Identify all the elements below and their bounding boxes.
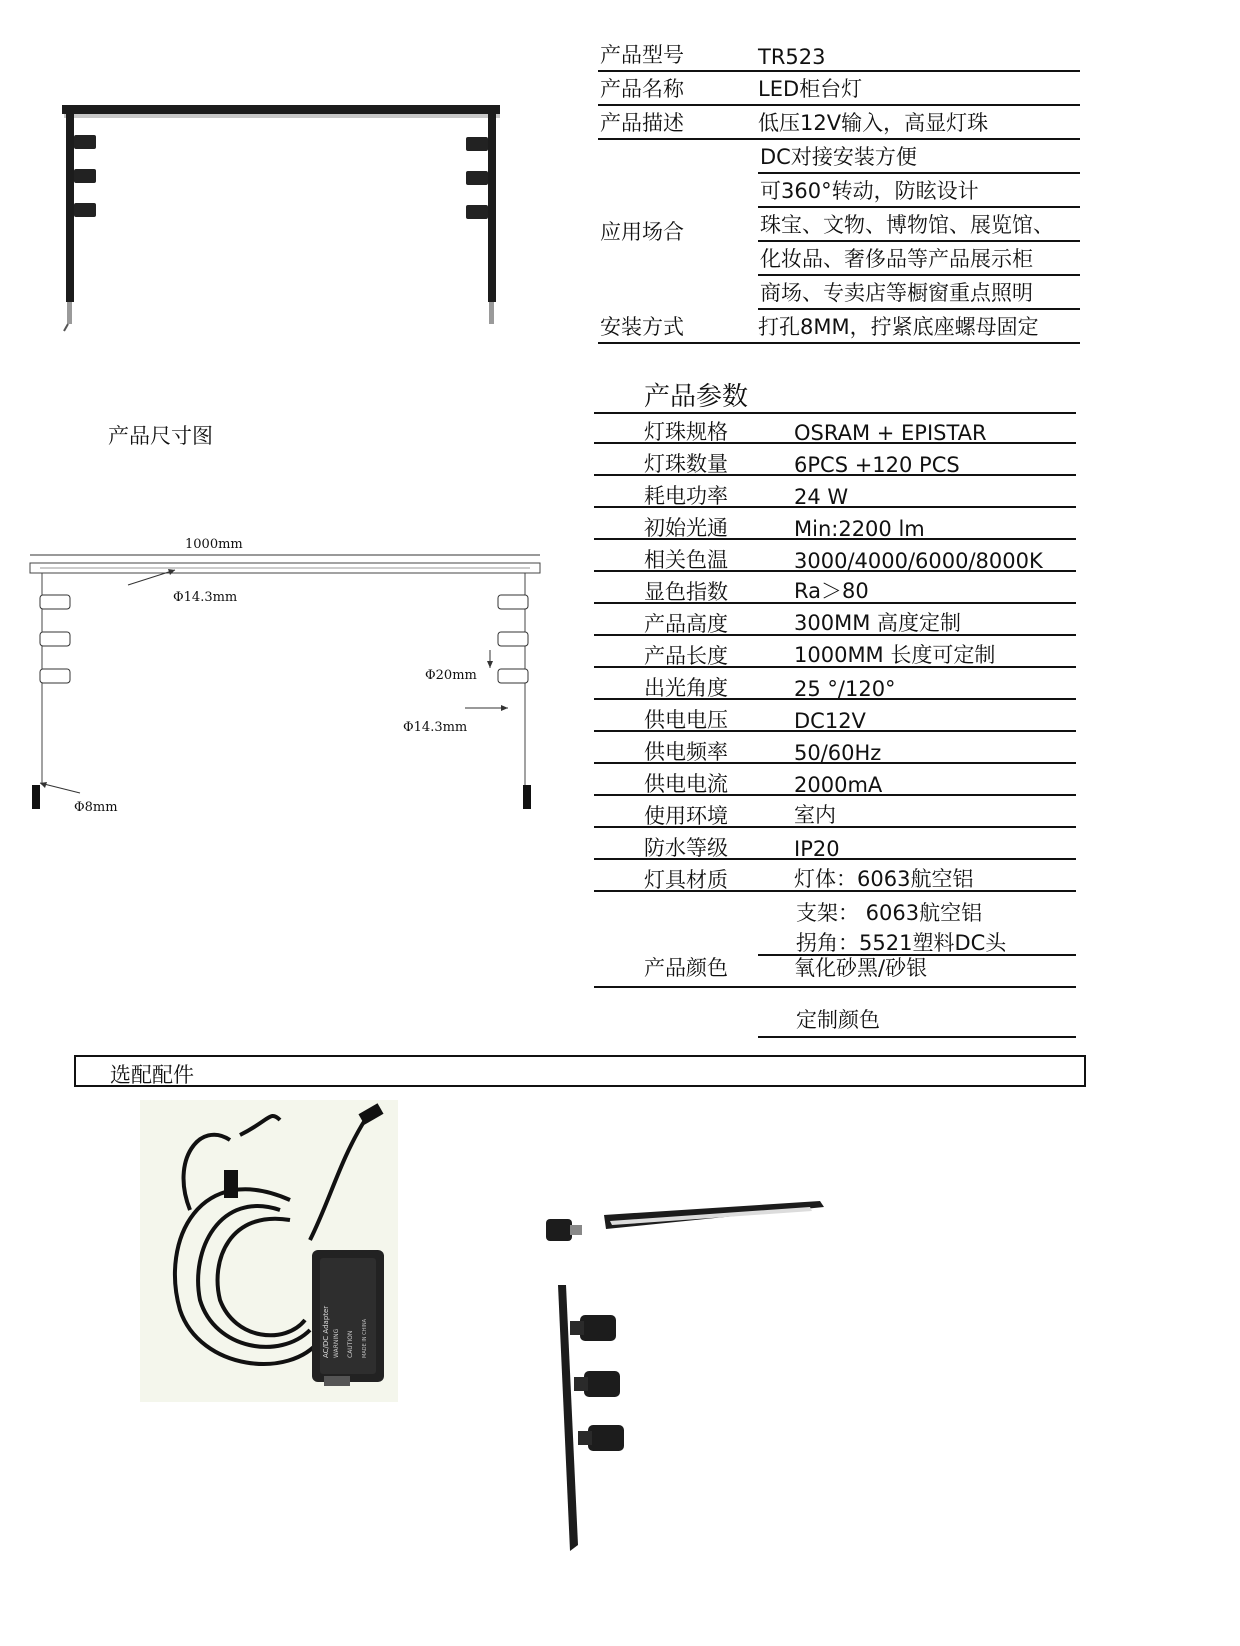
param-label: 防水等级 xyxy=(644,836,728,860)
dimension-pole-dia: Φ14.3mm xyxy=(403,720,468,735)
info-value: DC对接安装方便 xyxy=(760,145,917,169)
param-row xyxy=(594,668,1076,700)
param-value: 3000/4000/6000/8000K xyxy=(794,549,1043,573)
info-row xyxy=(598,310,1080,344)
param-row xyxy=(594,476,1076,508)
param-value: 灯体：6063航空铝 xyxy=(794,867,974,891)
param-row xyxy=(594,956,1076,988)
param-label: 产品长度 xyxy=(644,644,728,668)
adapter-label-3: CAUTION xyxy=(347,1330,354,1358)
param-value: 室内 xyxy=(794,803,836,827)
param-value: 6PCS +120 PCS xyxy=(794,453,960,477)
info-row xyxy=(598,72,1080,106)
param-row xyxy=(594,636,1076,668)
adapter-label-1: AC/DC Adapter xyxy=(322,1305,330,1358)
info-row xyxy=(598,38,1080,72)
param-value: 24 W xyxy=(794,485,849,509)
param-value: 2000mA xyxy=(794,773,883,797)
param-value: Min:2200 lm xyxy=(794,517,925,541)
param-value: 25 °/120° xyxy=(794,677,896,701)
info-value: 可360°转动，防眩设计 xyxy=(760,179,979,203)
info-value: TR523 xyxy=(758,45,826,69)
param-value: Ra＞80 xyxy=(794,579,869,603)
param-label: 产品高度 xyxy=(644,612,728,636)
product-parts-photo xyxy=(540,1195,830,1555)
adapter-label-2: WARNING xyxy=(333,1328,340,1358)
dimension-length: 1000mm xyxy=(185,537,243,552)
param-row xyxy=(594,508,1076,540)
power-adapter-photo xyxy=(140,1100,398,1402)
param-row xyxy=(594,412,1076,444)
info-label: 产品型号 xyxy=(600,43,684,67)
param-value: OSRAM + EPISTAR xyxy=(794,421,987,445)
info-row xyxy=(758,276,1080,310)
param-row xyxy=(594,732,1076,764)
info-row xyxy=(758,174,1080,208)
info-value: 打孔8MM，拧紧底座螺母固定 xyxy=(758,315,1039,339)
info-label: 安装方式 xyxy=(600,315,684,339)
param-value: 定制颜色 xyxy=(796,1008,880,1032)
product-photo xyxy=(50,95,520,335)
info-label: 产品名称 xyxy=(600,77,684,101)
param-value: 300MM 高度定制 xyxy=(794,611,961,635)
dimension-base-dia: Φ8mm xyxy=(74,800,118,815)
param-row xyxy=(594,604,1076,636)
param-row xyxy=(594,700,1076,732)
dimension-title: 产品尺寸图 xyxy=(108,424,213,448)
param-value: 支架： 6063航空铝 xyxy=(796,901,983,925)
dimension-bar-dia: Φ14.3mm xyxy=(173,590,238,605)
dimension-head-dia: Φ20mm xyxy=(425,668,477,683)
param-row xyxy=(758,996,1076,1038)
info-value: 低压12V输入，高显灯珠 xyxy=(758,111,989,135)
param-value: 氧化砂黑/砂银 xyxy=(794,956,928,980)
param-row xyxy=(758,892,1076,924)
param-label: 产品颜色 xyxy=(644,956,728,980)
param-value: 拐角：5521塑料DC头 xyxy=(796,931,1007,955)
info-row xyxy=(758,140,1080,174)
param-label: 出光角度 xyxy=(644,676,728,700)
param-label: 灯具材质 xyxy=(644,868,728,892)
param-value: 50/60Hz xyxy=(794,741,882,765)
info-value: 商场、专卖店等橱窗重点照明 xyxy=(760,281,1033,305)
param-label: 使用环境 xyxy=(644,804,728,828)
param-label: 初始光通 xyxy=(644,516,728,540)
param-row xyxy=(594,572,1076,604)
param-label: 供电频率 xyxy=(644,740,728,764)
adapter-label-4: MADE IN CHINA xyxy=(362,1318,368,1358)
param-label: 耗电功率 xyxy=(644,484,728,508)
param-row xyxy=(594,444,1076,476)
info-value: 化妆品、奢侈品等产品展示柜 xyxy=(760,247,1033,271)
param-label: 供电电压 xyxy=(644,708,728,732)
param-label: 显色指数 xyxy=(644,580,728,604)
param-label: 灯珠数量 xyxy=(644,452,728,476)
info-label: 应用场合 xyxy=(600,220,684,244)
accessories-header xyxy=(74,1055,1086,1087)
params-title: 产品参数 xyxy=(644,382,749,412)
param-row xyxy=(594,796,1076,828)
param-row xyxy=(594,540,1076,572)
param-value: DC12V xyxy=(794,709,866,733)
info-row xyxy=(758,242,1080,276)
param-value: IP20 xyxy=(794,837,840,861)
param-row xyxy=(594,860,1076,892)
param-label: 供电电流 xyxy=(644,772,728,796)
param-row xyxy=(594,764,1076,796)
accessories-title: 选配配件 xyxy=(110,1063,194,1087)
info-label: 产品描述 xyxy=(600,111,684,135)
param-label: 相关色温 xyxy=(644,548,728,572)
info-value: LED柜台灯 xyxy=(758,77,863,101)
param-row xyxy=(594,828,1076,860)
info-value: 珠宝、文物、博物馆、展览馆、 xyxy=(760,213,1054,237)
param-label: 灯珠规格 xyxy=(644,420,728,444)
info-row xyxy=(598,106,1080,140)
info-row xyxy=(758,208,1080,242)
param-value: 1000MM 长度可定制 xyxy=(794,643,996,667)
